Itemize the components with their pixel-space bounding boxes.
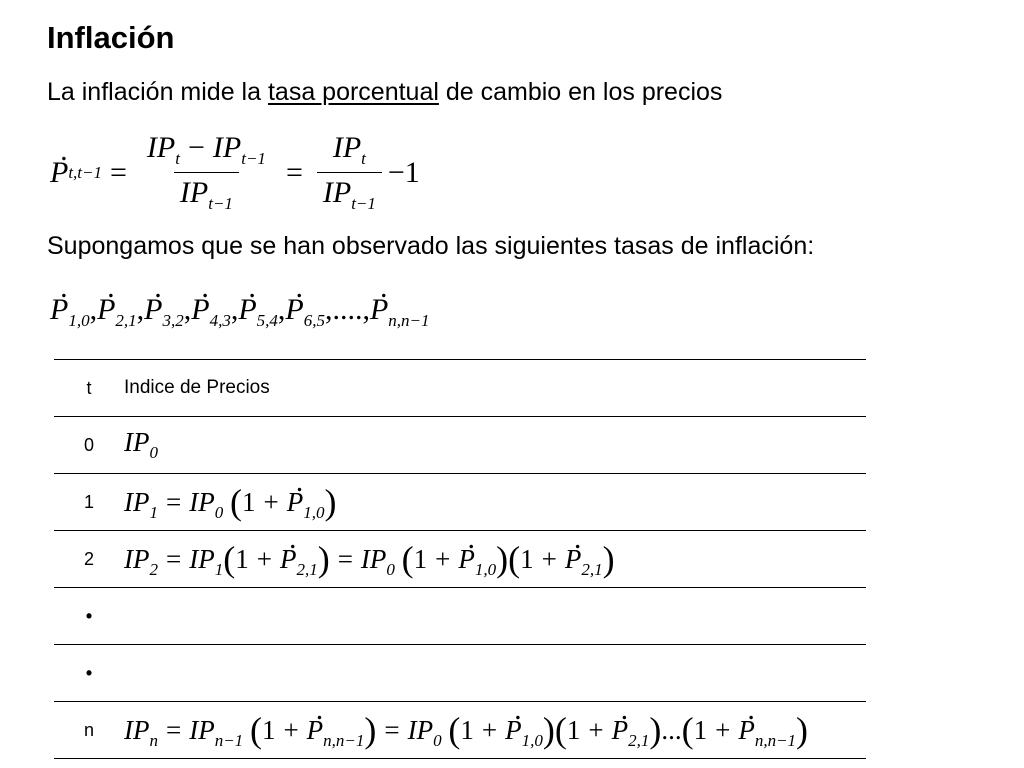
equals-2: = [285,155,303,189]
sequence-p-symbol: . P [50,293,68,327]
sequence-p-symbol: . P [370,293,388,327]
minus: − [187,131,205,164]
table-row [54,474,866,531]
sequence-p-sub: 2,1 [115,311,137,330]
fraction-2 [317,131,382,214]
sequence-comma: , [183,293,192,326]
row-index-formula [124,531,866,588]
row-t: • [54,645,124,702]
intro-before: La inflación mide la [47,78,268,106]
row-index-formula [124,702,866,759]
formula-expression: $IP_n = IP_{n-1}$ (1 +. $P_{n,n-1}) = IP_0$ (1 +. $P_{1,0})(1$ +. $P_{2,1})...(1$ +. $P_{n,n-1}$) [124,715,808,745]
table-row [54,702,866,759]
row-t: 1 [54,474,124,531]
slide-title: Inflación [47,20,175,55]
sequence-p-sub: 4,3 [209,311,231,330]
table-row [54,645,866,702]
header-index: Indice de Precios [124,360,866,417]
sequence-comma: , [230,293,239,326]
row-t: 2 [54,531,124,588]
sequence-p-symbol: . P [144,293,162,327]
sequence-comma: , [136,293,145,326]
num-ip: IP [146,131,176,164]
sequence-p-sub: 6,5 [303,311,325,330]
fraction-1 [141,131,272,214]
intro-after: de cambio en los precios [438,78,723,106]
sequence-comma: , [89,293,98,326]
fraction-2-den [317,172,382,214]
inflation-formula [50,131,420,214]
sequence-p-symbol: . P [191,293,209,327]
num-ip2: IP [212,131,242,164]
sequence-p-sub: n,n−1 [388,311,430,330]
header-t: t [54,360,124,417]
sequence-comma: , [277,293,286,326]
formula-expression: $IP_0$ [124,427,158,462]
equals-1: = [110,155,127,189]
num-ip2-sub: t−1 [241,149,266,168]
num2-ip-sub: t [361,149,366,168]
formula-expression: $IP_2 = IP_1(1$ +. $P_{2,1}) = IP_0$ (1 +. $P_{1,0})(1$ +. $P_{2,1}$) [124,544,615,574]
formula-expression: $IP_1 = IP_0$ (1 +. $P_{1,0}$) [124,487,336,517]
sequence-p-symbol: . P [238,293,256,327]
sequence-p-symbol: . P [97,293,115,327]
fraction-1-num [141,131,272,172]
price-index-table [54,359,866,759]
row-t: n [54,702,124,759]
lhs-sub: t,t−1 [68,162,102,182]
row-index-formula [124,417,866,474]
table-header-row [54,360,866,417]
sequence-p-sub: 3,2 [162,311,184,330]
table-row [54,417,866,474]
sequence-comma: , [324,293,333,326]
num-ip-sub: t [175,149,180,168]
den2-ip-sub: t−1 [351,194,376,213]
den2-ip: IP [322,176,352,209]
sequence-p-symbol: . P [285,293,303,327]
row-t: 0 [54,417,124,474]
sequence-p-sub: 1,0 [68,311,90,330]
sequence-ellipsis: ...., [332,293,370,326]
intro-underlined: tasa porcentual [267,78,439,106]
inflation-sequence [50,293,430,331]
table-row [54,588,866,645]
table-row [54,531,866,588]
fraction-2-num [327,131,372,172]
num2-ip: IP [332,131,362,164]
fraction-1-den [174,172,239,214]
den-ip: IP [179,176,209,209]
sequence-p-sub: 5,4 [256,311,278,330]
den-ip-sub: t−1 [208,194,233,213]
minus-one: −1 [387,155,420,189]
row-t: • [54,588,124,645]
suppose-text: Supongamos que se han observado las siguientes tasas de inflación: [47,232,815,260]
intro-text [47,78,722,107]
p-dot-symbol: . P [50,156,68,190]
row-index-formula [124,588,866,645]
row-index-formula [124,474,866,531]
